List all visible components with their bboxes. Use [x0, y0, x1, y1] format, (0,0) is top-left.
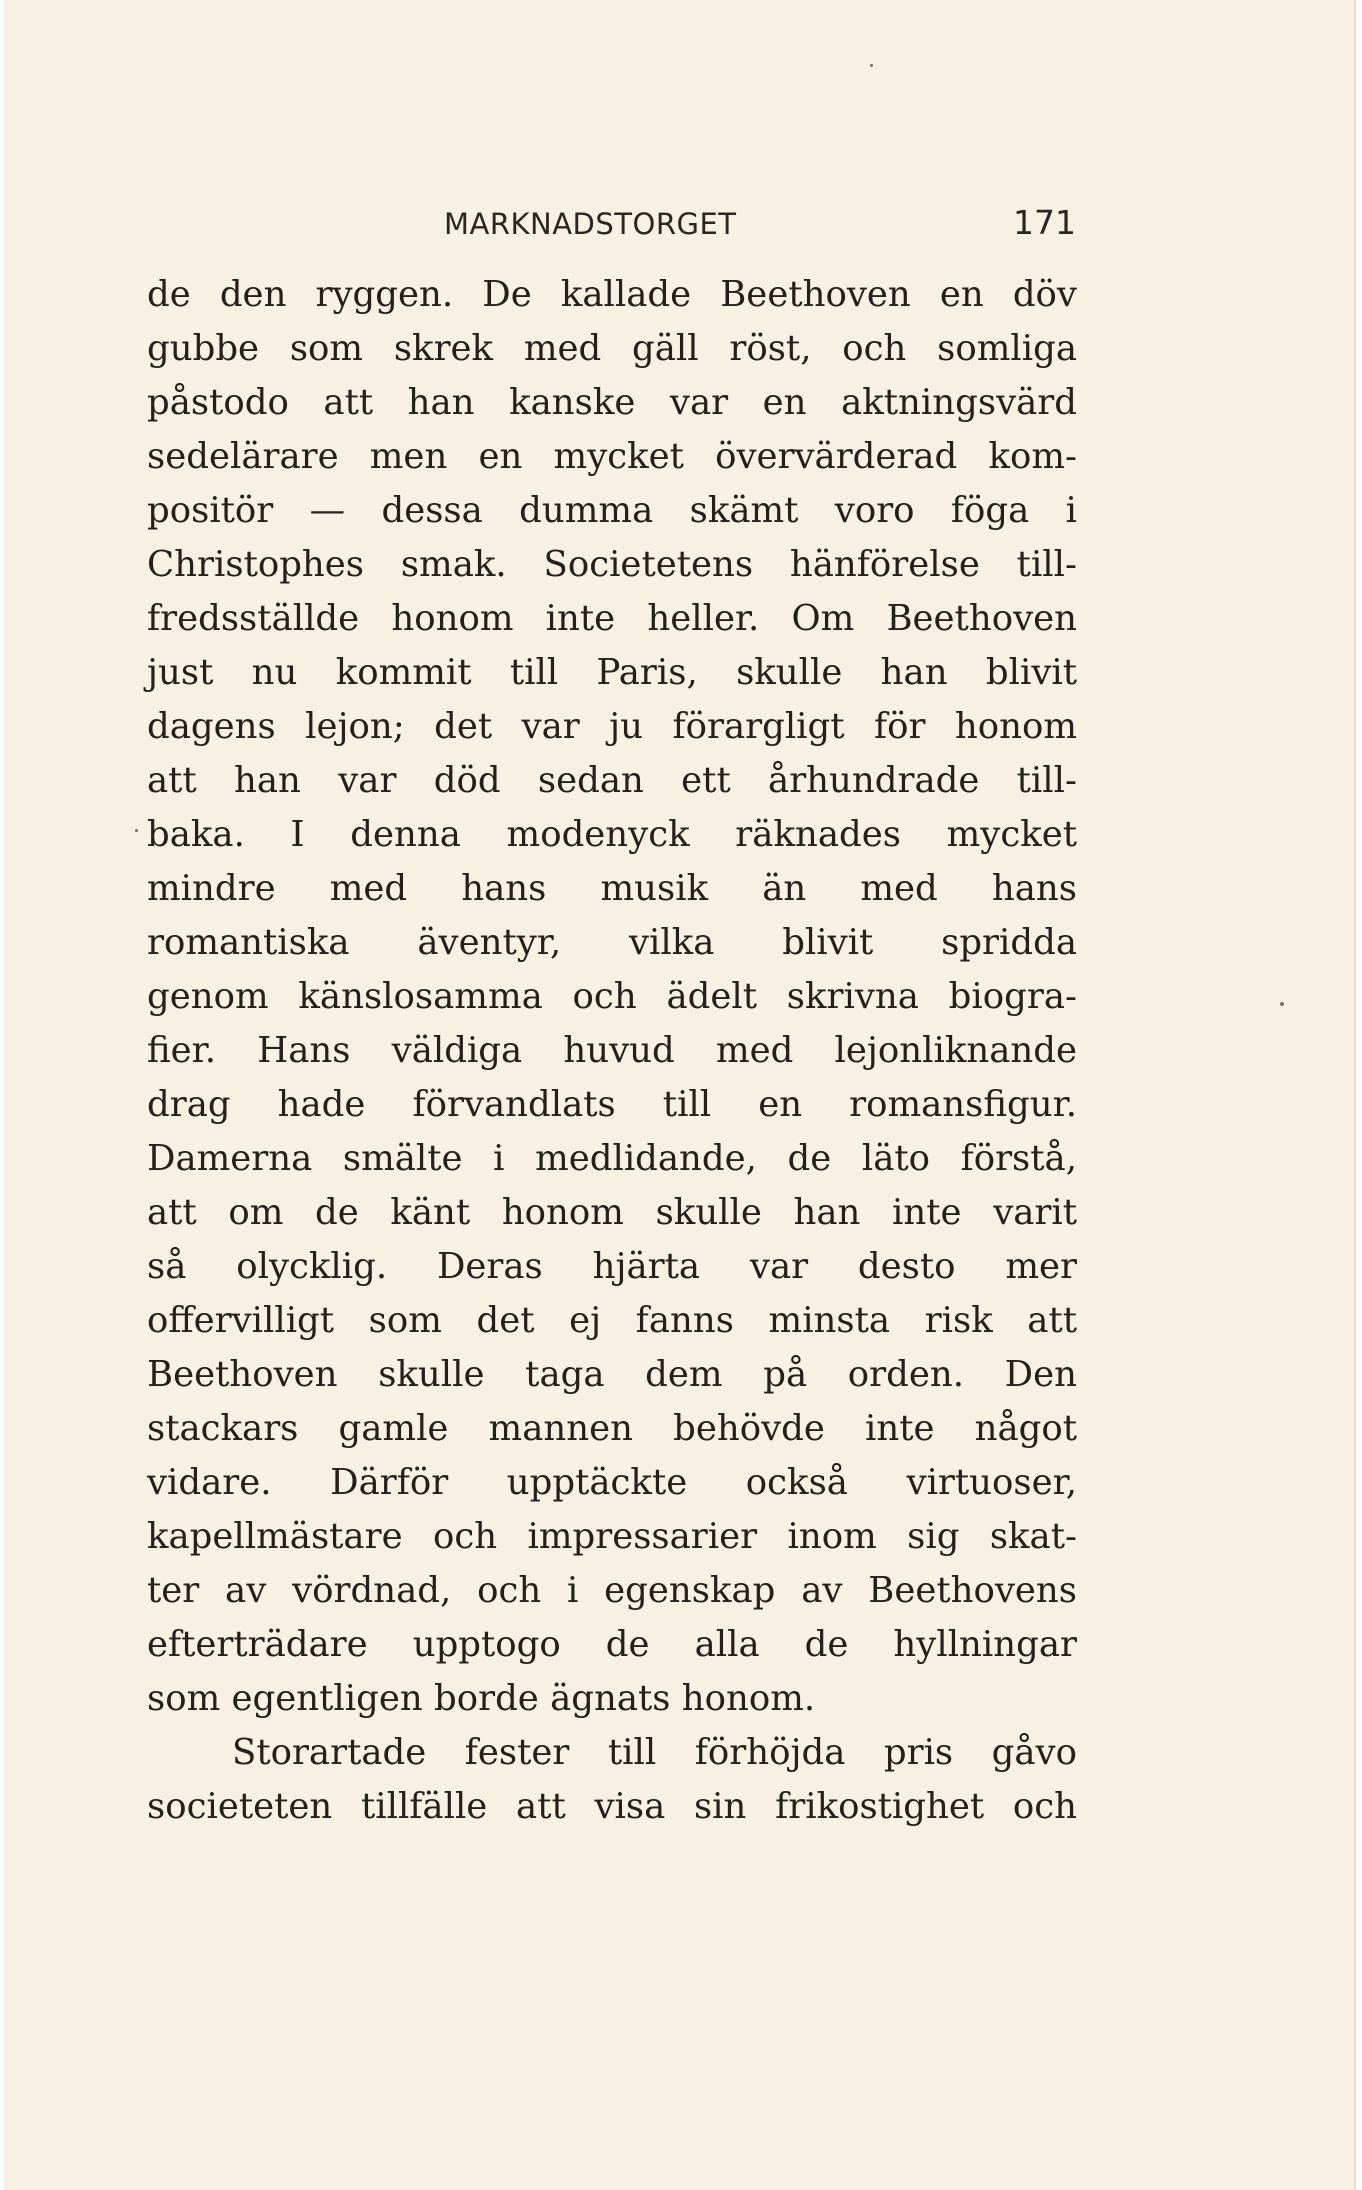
- text-line: efterträdare upptogo de alla de hyllningar: [147, 1624, 1077, 1665]
- text-line: de den ryggen. De kallade Beethoven en döv: [147, 274, 1077, 315]
- body-text: [147, 268, 1077, 1834]
- text-line: fier. Hans väldiga huvud med lejonliknande: [147, 1030, 1077, 1071]
- text-line: Christophes smak. Societetens hänförelse till-: [147, 544, 1077, 585]
- text-line: genom känslosamma och ädelt skrivna biogra-: [147, 976, 1077, 1017]
- text-line: kapellmästare och impressarier inom sig skat-: [147, 1516, 1077, 1557]
- text-line: att om de känt honom skulle han inte varit: [147, 1192, 1077, 1233]
- text-line: mindre med hans musik än med hans: [147, 868, 1077, 909]
- text-line: stackars gamle mannen behövde inte något: [147, 1408, 1077, 1449]
- text-line: påstodo att han kanske var en aktningsvärd: [147, 382, 1077, 423]
- text-line: fredsställde honom inte heller. Om Beethoven: [147, 598, 1077, 639]
- text-line: offervilligt som det ej fanns minsta risk att: [147, 1300, 1077, 1341]
- page-header: [144, 203, 1084, 247]
- text-line: ter av vördnad, och i egenskap av Beethovens: [147, 1570, 1077, 1611]
- text-line: romantiska äventyr, vilka blivit spridda: [147, 922, 1077, 963]
- text-line: baka. I denna modenyck räknades mycket: [147, 814, 1077, 855]
- running-head: MARKNADSTORGET: [444, 207, 737, 241]
- text-line: vidare. Därför upptäckte också virtuoser,: [147, 1462, 1077, 1503]
- text-line: gubbe som skrek med gäll röst, och somliga: [147, 328, 1077, 369]
- page-number: 171: [1013, 203, 1076, 242]
- text-line: att han var död sedan ett århundrade till-: [147, 760, 1077, 801]
- text-line: positör — dessa dumma skämt voro föga i: [147, 490, 1077, 531]
- text-line: just nu kommit till Paris, skulle han blivit: [147, 652, 1077, 693]
- text-line: societeten tillfälle att visa sin frikostighet och: [147, 1786, 1077, 1827]
- text-line: drag hade förvandlats till en romansfigur.: [147, 1084, 1077, 1125]
- text-line: sedelärare men en mycket övervärderad kom-: [147, 436, 1077, 477]
- text-line: dagens lejon; det var ju förargligt för honom: [147, 706, 1077, 747]
- text-line: Beethoven skulle taga dem på orden. Den: [147, 1354, 1077, 1395]
- paper-speck: [1280, 1002, 1284, 1006]
- text-line: så olycklig. Deras hjärta var desto mer: [147, 1246, 1077, 1287]
- text-line: Damerna smälte i medlidande, de läto förstå,: [147, 1138, 1077, 1179]
- book-page: [4, 0, 1356, 2190]
- text-line: som egentligen borde ägnats honom.: [147, 1678, 816, 1719]
- paper-speck: [870, 64, 873, 67]
- text-line: Storartade fester till förhöjda pris gåvo: [232, 1732, 1077, 1773]
- paper-speck: [135, 829, 138, 832]
